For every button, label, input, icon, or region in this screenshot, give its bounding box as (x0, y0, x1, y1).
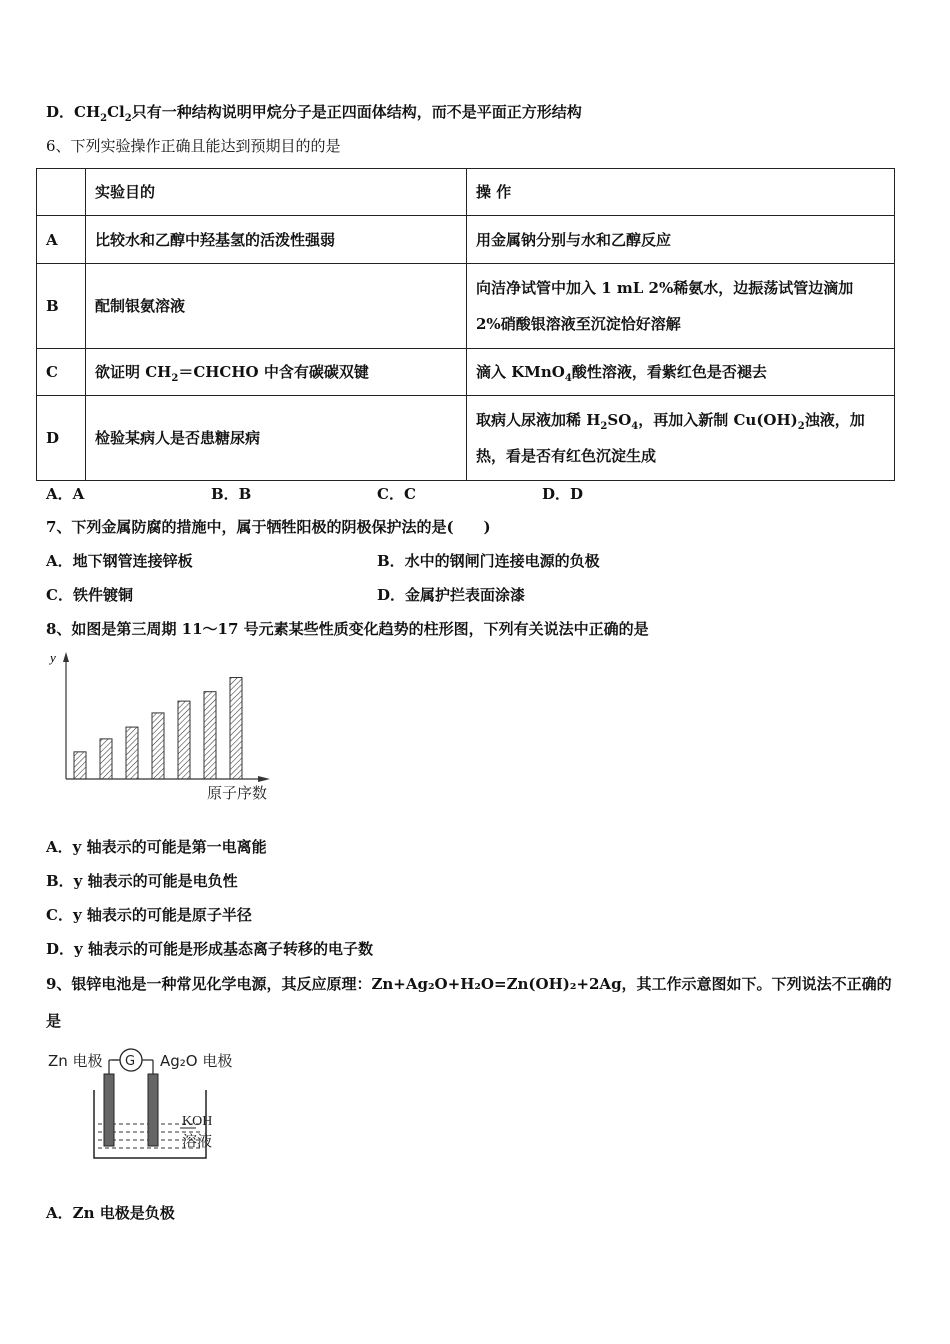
table-header-op: 操 作 (467, 169, 895, 216)
q9-option-a[interactable]: A．Zn 电极是负极 (46, 1204, 175, 1222)
q6-stem: 6、下列实验操作正确且能达到预期目的的是 (46, 137, 341, 155)
zn-electrode-label: Zn 电极 (48, 1052, 103, 1070)
q6-option-a[interactable]: A．A (46, 485, 85, 503)
chart-bar-17 (230, 678, 242, 779)
chart-bar-15 (178, 701, 190, 779)
x-axis-label: 原子序数 (207, 784, 268, 802)
q7-option-d[interactable]: D．金属护拦表面涂漆 (377, 586, 526, 604)
q5-option-d: D．$CH_2Cl_2$只有一种结构说明甲烷分子是正四面体结构，而不是平面正方形结构 (46, 103, 582, 124)
q7-option-b[interactable]: B．水中的钢闸门连接电源的负极 (377, 552, 600, 570)
q7-option-c[interactable]: C．铁件镀铜 (46, 586, 133, 604)
galvanometer-label: G (125, 1054, 136, 1069)
chart-bars (74, 678, 242, 779)
q8-option-b[interactable]: B．y 轴表示的可能是电负性 (46, 872, 238, 890)
q8-option-c[interactable]: C．y 轴表示的可能是原子半径 (46, 906, 252, 924)
q6-option-c[interactable]: C．C (377, 485, 416, 503)
chart-bar-14 (152, 713, 164, 779)
table-row: C 欲证明 $CH_2=CHCHO$ 中含有碳碳双键 滴入 KMnO$_4$酸性溶液，看紫红色是否褪去 (37, 349, 895, 396)
x-axis-arrow (258, 776, 270, 782)
q8-bar-chart (46, 648, 286, 808)
q6-option-b[interactable]: B．B (211, 485, 252, 503)
q7-option-a[interactable]: A．地下钢管连接锌板 (46, 552, 193, 570)
table-header-row (37, 169, 895, 216)
chart-bar-13 (126, 727, 138, 779)
table-row: A 比较水和乙醇中羟基氢的活泼性强弱 用金属钠分别与水和乙醇反应 (37, 216, 895, 264)
q6-table (36, 168, 895, 481)
zn-electrode (104, 1074, 114, 1146)
q9-stem-line1: 9、银锌电池是一种常见化学电源，其反应原理：Zn+Ag₂O+H₂O=Zn(OH)₂+2Ag，其工作示意图如下。下列说法不正确的 (46, 975, 892, 993)
table-row: D 检验某病人是否患糖尿病 取病人尿液加稀 $H_2SO_4$，再加入新制 $Cu(OH)_2$浊液，加 热，看是否有红色沉淀生成 (37, 396, 895, 481)
q8-stem: 8、如图是第三周期 11～17 号元素某些性质变化趋势的柱形图，下列有关说法中正确的是 (46, 620, 649, 638)
y-axis-arrow (63, 652, 69, 662)
chart-bar-16 (204, 692, 216, 779)
table-header-goal: 实验目的 (86, 169, 467, 216)
chart-bar-12 (100, 739, 112, 779)
q9-cell-diagram (46, 1046, 256, 1166)
solution-label: 溶液 (182, 1132, 213, 1150)
koh-label: KOH (182, 1114, 213, 1129)
q8-option-d[interactable]: D．y 轴表示的可能是形成基态离子转移的电子数 (46, 940, 373, 958)
table-header-empty (37, 169, 86, 216)
q7-stem: 7、下列金属防腐的措施中，属于牺牲阳极的阴极保护法的是( ) (46, 518, 491, 536)
ag2o-electrode (148, 1074, 158, 1146)
chart-bar-11 (74, 752, 86, 779)
q6-option-d[interactable]: D．D (542, 485, 584, 503)
q8-option-a[interactable]: A．y 轴表示的可能是第一电离能 (46, 838, 267, 856)
q9-stem-line2: 是 (46, 1012, 62, 1030)
y-axis-label: y (50, 650, 56, 665)
table-row: B 配制银氨溶液 向洁净试管中加入 1 mL 2%稀氨水，边振荡试管边滴加 2%硝酸银溶液至沉淀恰好溶解 (37, 264, 895, 349)
ag2o-electrode-label: Ag₂O 电极 (160, 1052, 233, 1070)
